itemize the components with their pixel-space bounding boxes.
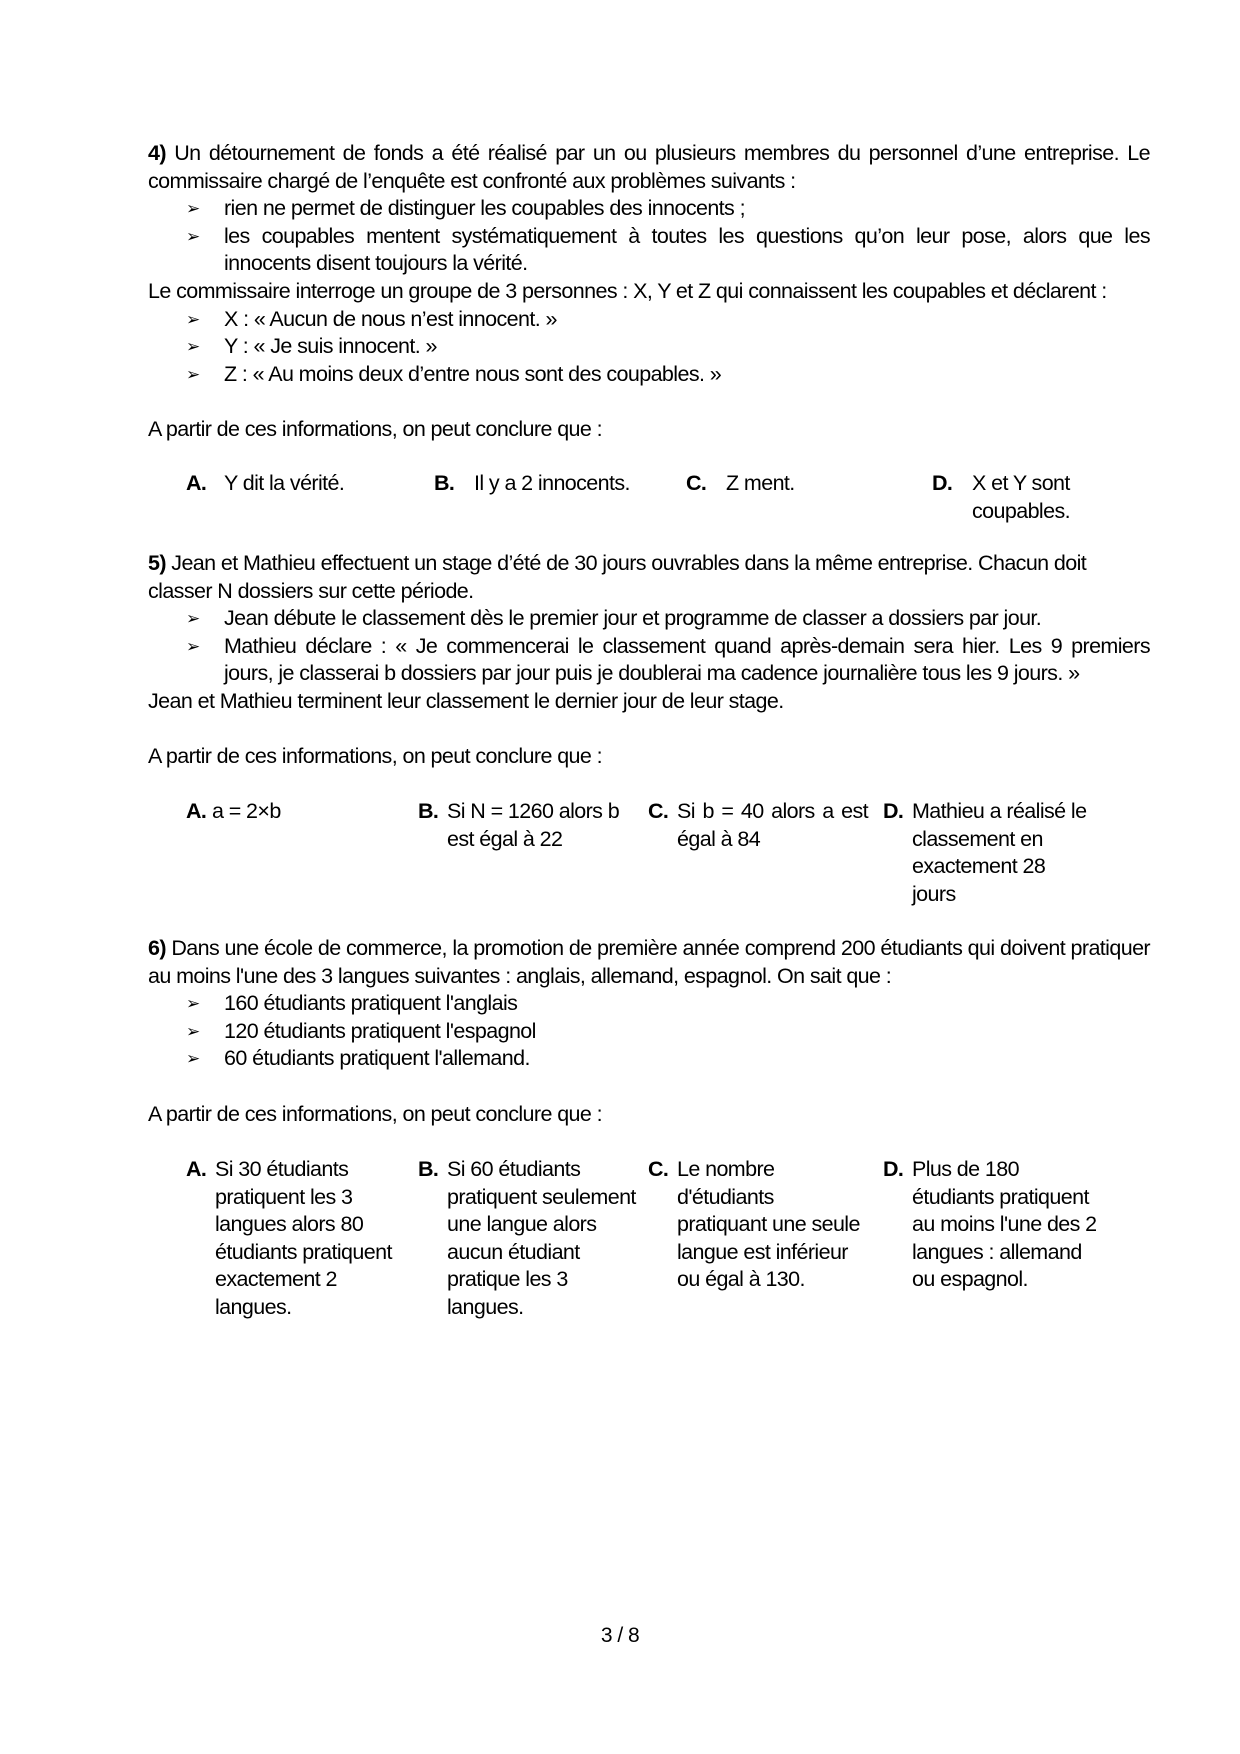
option-label: D. [883, 799, 904, 823]
q4-option-d[interactable] [932, 470, 1082, 525]
list-item [148, 1018, 1150, 1046]
q6-facts-list [148, 990, 1150, 1073]
list-item [148, 333, 1150, 361]
page-number: 3 / 8 [600, 1624, 640, 1647]
option-text: Mathieu a réalisé le classement en exactement 28 jours [912, 799, 1087, 906]
q5-option-c[interactable] [648, 798, 868, 853]
list-item-text: 120 étudiants pratiquent l'espagnol [224, 1018, 536, 1043]
list-item [148, 195, 1150, 223]
q6-number: 6) [148, 936, 166, 960]
q5-conclude-prompt: A partir de ces informations, on peut conclure que : [148, 744, 603, 769]
option-text: Si 60 étudiants pratiquent seulement une langue alors aucun étudiant pratique les 3 langues. [447, 1157, 636, 1319]
arrow-bullet-icon: ➢ [186, 636, 200, 656]
option-label: B. [418, 799, 439, 823]
q6-option-c[interactable] [648, 1156, 863, 1294]
q5-option-b[interactable] [418, 798, 624, 853]
list-item-text: Jean débute le classement dès le premier jour et programme de classer a dossiers par jour. [224, 606, 1042, 631]
list-item-text: 160 étudiants pratiquent l'anglais [224, 991, 518, 1016]
option-label: B. [434, 471, 455, 495]
option-text: Si 30 étudiants pratiquent les 3 langues alors 80 étudiants pratiquent exactement 2 langues. [215, 1157, 392, 1319]
option-label: B. [418, 1157, 439, 1181]
q6-option-a[interactable] [186, 1156, 396, 1322]
q6-conclude-prompt: A partir de ces informations, on peut conclure que : [148, 1101, 603, 1126]
arrow-bullet-icon: ➢ [186, 994, 200, 1014]
q5-intro [148, 550, 1150, 605]
list-item [148, 633, 1150, 688]
arrow-bullet-icon: ➢ [186, 364, 200, 384]
arrow-bullet-icon: ➢ [186, 1049, 200, 1069]
q6-intro [148, 935, 1150, 990]
option-text: Il y a 2 innocents. [474, 471, 630, 495]
option-label: C. [648, 1157, 669, 1181]
q4-intro [148, 140, 1150, 195]
option-text: Plus de 180 étudiants pratiquent au moins l'une des 2 langues : allemand ou espagnol. [912, 1157, 1097, 1292]
option-label: A. [186, 799, 207, 823]
option-text: Le nombre d'étudiants pratiquant une seule langue est inférieur ou égal à 130. [677, 1157, 860, 1292]
arrow-bullet-icon: ➢ [186, 309, 200, 329]
q5-number: 5) [148, 551, 166, 575]
arrow-bullet-icon: ➢ [186, 609, 200, 629]
q5-conditions-list [148, 605, 1150, 688]
q4-conclude-prompt: A partir de ces informations, on peut conclure que : [148, 416, 603, 441]
q4-option-b[interactable] [434, 470, 654, 498]
list-item [148, 306, 1150, 334]
arrow-bullet-icon: ➢ [186, 199, 200, 219]
list-item [148, 605, 1150, 633]
option-text: Z ment. [726, 471, 795, 495]
q4-statements-list [148, 306, 1150, 389]
q5-option-d[interactable] [883, 798, 1093, 908]
option-label: A. [186, 1157, 207, 1181]
list-item-text: Z : « Au moins deux d’entre nous sont des coupables. » [224, 361, 722, 386]
option-label: D. [883, 1157, 904, 1181]
option-text: X et Y sont coupables. [972, 471, 1070, 523]
q4-option-a[interactable] [186, 470, 386, 498]
q6-intro-text: Dans une école de commerce, la promotion de première année comprend 200 étudiants qui doivent pratiquer au moins l'une des 3 langues suivantes : anglais, allemand, espagnol. On sait que : [148, 936, 1150, 988]
arrow-bullet-icon: ➢ [186, 226, 200, 246]
q5-intro-text: Jean et Mathieu effectuent un stage d’été de 30 jours ouvrables dans la même entreprise. Chacun doit classer N dossiers sur cette période. [148, 551, 1087, 603]
list-item-text: les coupables mentent systématiquement à toutes les questions qu’on leur pose, alors que les innocents disent toujours la vérité. [224, 223, 1150, 276]
list-item [148, 361, 1150, 389]
option-label: C. [686, 471, 707, 495]
list-item-text: Y : « Je suis innocent. » [224, 334, 437, 359]
question-6 [148, 935, 1150, 1319]
question-4 [148, 140, 1150, 523]
q4-number: 4) [148, 141, 166, 165]
option-text: Si N = 1260 alors b est égal à 22 [447, 799, 620, 851]
q6-answer-options [148, 1156, 1150, 1356]
list-item-text: 60 étudiants pratiquent l'allemand. [224, 1046, 530, 1071]
arrow-bullet-icon: ➢ [186, 1021, 200, 1041]
option-label: D. [932, 471, 953, 495]
list-item [148, 1045, 1150, 1073]
q5-option-a[interactable] [186, 798, 376, 826]
q6-option-b[interactable] [418, 1156, 638, 1322]
option-label: A. [186, 471, 207, 495]
list-item-text: rien ne permet de distinguer les coupables des innocents ; [224, 196, 745, 221]
option-text: Y dit la vérité. [224, 471, 345, 495]
option-label: C. [648, 799, 669, 823]
q5-context: Jean et Mathieu terminent leur classement le dernier jour de leur stage. [148, 688, 784, 713]
list-item [148, 223, 1150, 278]
list-item-text: X : « Aucun de nous n’est innocent. » [224, 306, 557, 331]
option-text: a = 2×b [212, 799, 281, 823]
list-item-text: Mathieu déclare : « Je commencerai le classement quand après-demain sera hier. Les 9 premiers jours, je classerai b dossiers par jour puis je doublerai ma cadence journalière tous les 9 jours. » [224, 633, 1150, 686]
q4-option-c[interactable] [686, 470, 886, 498]
q4-conditions-list [148, 195, 1150, 278]
q4-context: Le commissaire interroge un groupe de 3 personnes : X, Y et Z qui connaissent les coupables et déclarent : [148, 278, 1107, 303]
question-5 [148, 550, 1150, 906]
option-text: Si b = 40 alors a est égal à 84 [677, 799, 868, 851]
q6-option-d[interactable] [883, 1156, 1098, 1294]
arrow-bullet-icon: ➢ [186, 337, 200, 357]
list-item [148, 990, 1150, 1018]
q4-intro-text: Un détournement de fonds a été réalisé par un ou plusieurs membres du personnel d’une entreprise. Le commissaire chargé de l’enquête est confronté aux problèmes suivants : [148, 141, 1150, 193]
